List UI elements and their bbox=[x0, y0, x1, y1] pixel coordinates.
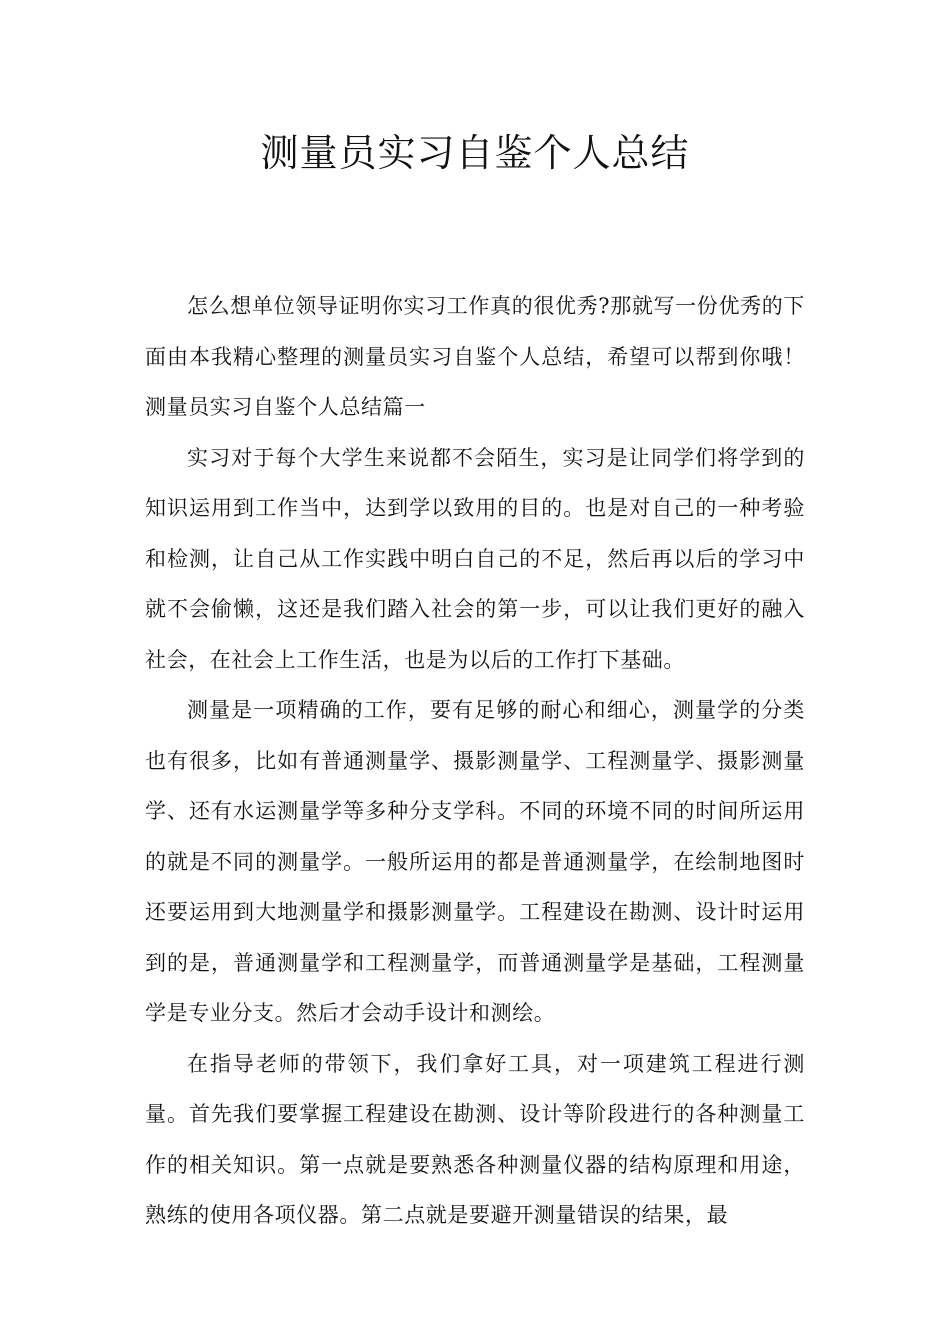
document-body bbox=[145, 281, 805, 1241]
paragraph-surveying: 测量是一项精确的工作，要有足够的耐心和细心，测量学的分类也有很多，比如有普通测量学、摄影测量学、工程测量学、摄影测量学、还有水运测量学等多种分支学科。不同的环境不同的时间所运用的就是不同的测量学。一般所运用的都是普通测量学，在绘制地图时还要运用到大地测量学和摄影测量学。工程建设在勘测、设计时运用到的是，普通测量学和工程测量学，而普通测量学是基础，工程测量学是专业分支。然后才会动手设计和测绘。 bbox=[145, 698, 805, 1025]
document-title: 测量员实习自鉴个人总结 bbox=[260, 131, 690, 175]
paragraph-intro: 怎么想单位领导证明你实习工作真的很优秀?那就写一份优秀的下面由本我精心整理的测量员实习自鉴个人总结，希望可以帮到你哦！测量员实习自鉴个人总结篇一 bbox=[145, 294, 805, 419]
paragraph-fieldwork: 在指导老师的带领下，我们拿好工具，对一项建筑工程进行测量。首先我们要掌握工程建设在勘测、设计等阶段进行的各种测量工作的相关知识。第一点就是要熟悉各种测量仪器的结构原理和用途，熟练的使用各项仪器。第二点就是要避开测量错误的结果，最 bbox=[145, 1051, 805, 1227]
paragraph-internship: 实习对于每个大学生来说都不会陌生，实习是让同学们将学到的知识运用到工作当中，达到学以致用的目的。也是对自己的一种考验和检测，让自己从工作实践中明白自己的不足，然后再以后的学习中就不会偷懒，这还是我们踏入社会的第一步，可以让我们更好的融入社会，在社会上工作生活，也是为以后的工作打下基础。 bbox=[145, 445, 805, 672]
